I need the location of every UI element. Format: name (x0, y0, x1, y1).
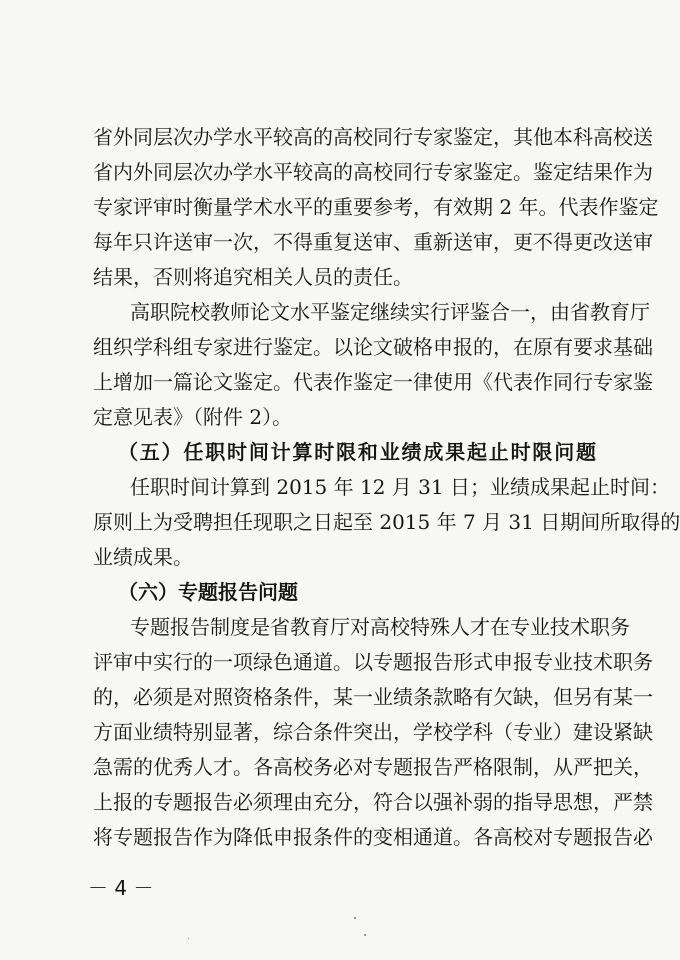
paragraph-line: 原则上为受聘担任现职之日起至 2015 年 7 月 31 日期间所取得的 (93, 510, 680, 534)
paragraph-line: 任职时间计算到 2015 年 12 月 31 日；业绩成果起止时间： (130, 475, 670, 499)
paragraph-line: 定意见表》（附件 2）。 (93, 405, 293, 429)
scan-speck (364, 934, 366, 936)
page-number: － 4 － (88, 876, 154, 900)
paragraph-line: 上报的专题报告必须理由充分，符合以强补弱的指导思想，严禁 (93, 790, 653, 814)
scan-speck (188, 938, 189, 939)
paragraph-line: 方面业绩特别显著，综合条件突出，学校学科（专业）建设紧缺 (93, 720, 653, 744)
paragraph-line: 结果，否则将追究相关人员的责任。 (93, 265, 413, 289)
paragraph-line: 将专题报告作为降低申报条件的变相通道。各高校对专题报告必 (93, 825, 653, 849)
section-heading: （五）任职时间计算时限和业绩成果起止时限问题 (118, 440, 596, 464)
paragraph-line: 组织学科组专家进行鉴定。以论文破格申报的，在原有要求基础 (93, 335, 653, 359)
paragraph-line: 上增加一篇论文鉴定。代表作鉴定一律使用《代表作同行专家鉴 (93, 370, 653, 394)
paragraph-line: 专家评审时衡量学术水平的重要参考，有效期 2 年。代表作鉴定 (93, 195, 659, 219)
paragraph-line: 省外同层次办学水平较高的高校同行专家鉴定，其他本科高校送 (93, 125, 653, 149)
paragraph-line: 评审中实行的一项绿色通道。以专题报告形式申报专业技术职务 (93, 650, 653, 674)
paragraph-line: 的，必须是对照资格条件，某一业绩条款略有欠缺，但另有某一 (93, 685, 653, 709)
paragraph-line: 专题报告制度是省教育厅对高校特殊人才在专业技术职务 (130, 615, 630, 639)
paragraph-line: 省内外同层次办学水平较高的高校同行专家鉴定。鉴定结果作为 (93, 160, 653, 184)
scan-speck (354, 917, 356, 919)
section-heading: （六）专题报告问题 (118, 580, 298, 604)
paragraph-line: 业绩成果。 (93, 545, 193, 569)
paragraph-line: 急需的优秀人才。各高校务必对专题报告严格限制，从严把关， (93, 755, 653, 779)
paragraph-line: 高职院校教师论文水平鉴定继续实行评鉴合一，由省教育厅 (130, 300, 650, 324)
paragraph-line: 每年只许送审一次，不得重复送审、重新送审，更不得更改送审 (93, 230, 653, 254)
